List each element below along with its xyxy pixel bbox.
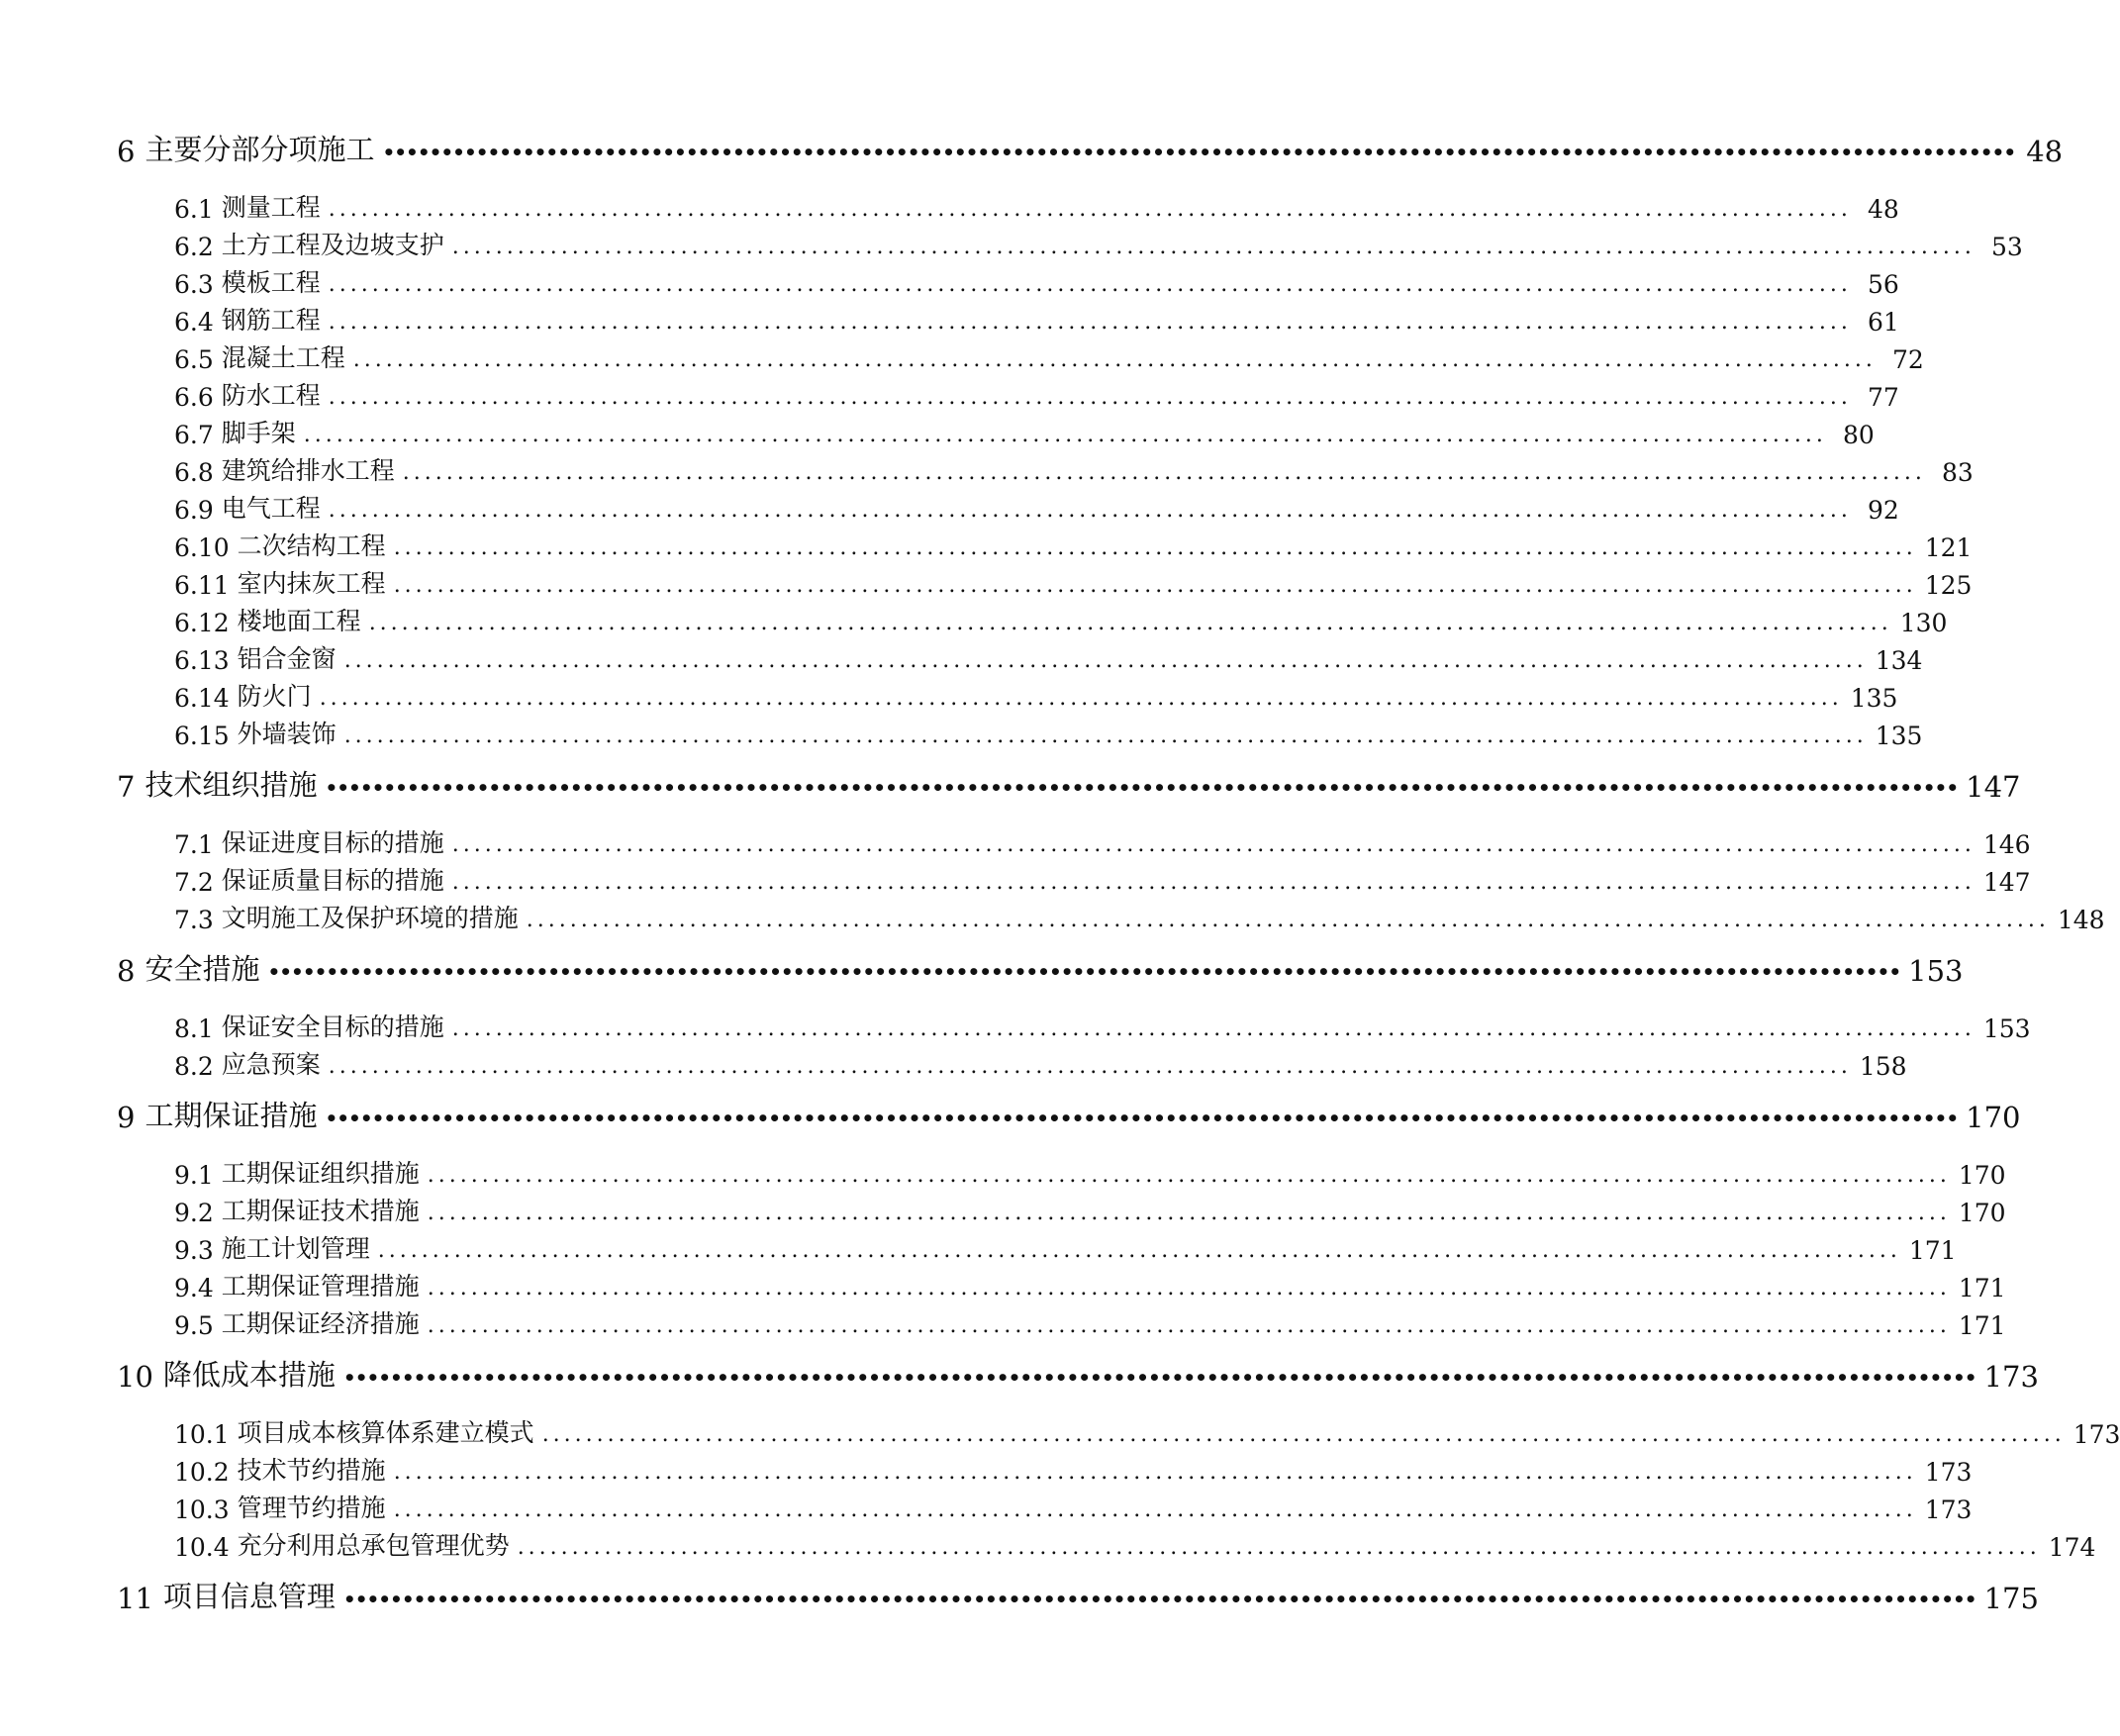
toc-entry-number: 6.1 [174,195,214,224]
toc-entry-title: 混凝土工程 [221,343,345,372]
toc-dot-leader: •••••••••••••••••••••••••••••••••••••••••••••••••••••••••••••••••••••••••••••••••••••••••••••••••••••••••••••••••••••••••••••••••••••••••••• [267,960,1901,984]
toc-page-number: 72 [1892,345,1924,374]
toc-entry-title: 工期保证措施 [145,1099,318,1132]
toc-entry-title: 模板工程 [221,268,321,297]
toc-page-number: 92 [1868,496,1899,525]
toc-section-entry[interactable] [174,530,1973,562]
toc-dot-leader: ............................................................................................................................................ [402,460,1926,485]
toc-entry-number: 10 [117,1360,153,1394]
toc-page-number: 121 [1924,533,1973,562]
toc-dot-leader: ............................................................................................................................................ [427,1276,1951,1301]
toc-page-number: 170 [1966,1101,2021,1134]
toc-entry-title: 外墙装饰 [237,720,337,748]
toc-entry-title: 保证进度目标的措施 [221,828,444,857]
toc-entry-title: 土方工程及边坡支护 [221,231,444,259]
toc-entry-title: 主要分部分项施工 [145,133,375,166]
toc-section-entry[interactable] [174,192,1899,224]
toc-page-number: 173 [1983,1360,2039,1394]
toc-entry-number: 10.1 [174,1420,230,1449]
toc-entry-number: 10.3 [174,1495,230,1524]
toc-page-number: 173 [2072,1420,2120,1449]
toc-section-entry[interactable] [174,380,1899,412]
toc-entry-number: 6.11 [174,571,230,600]
toc-section-entry[interactable] [174,1012,2031,1043]
toc-dot-leader: ............................................................................................................................................ [377,1238,1901,1263]
toc-dot-leader: ............................................................................................................................................ [328,1054,1852,1079]
toc-entry-title: 充分利用总承包管理优势 [237,1531,510,1560]
toc-dot-leader: ............................................................................................................................................ [328,385,1852,410]
toc-dot-leader: ............................................................................................................................................ [541,1422,2066,1447]
toc-entry-title: 测量工程 [221,193,321,222]
toc-dot-leader: ............................................................................................................................................ [451,235,1975,259]
toc-dot-leader: •••••••••••••••••••••••••••••••••••••••••••••••••••••••••••••••••••••••••••••••••••••••••••••••••••••••••••••••••••••••••••••••••••••••••••• [342,1588,1976,1611]
toc-entry-number: 6.3 [174,270,214,299]
toc-chapter-entry[interactable] [117,1099,2021,1134]
toc-dot-leader: ............................................................................................................................................ [451,870,1975,895]
toc-dot-leader: ............................................................................................................................................ [427,1201,1951,1225]
toc-entry-number: 6.4 [174,308,214,337]
toc-dot-leader: ............................................................................................................................................ [328,498,1852,523]
toc-chapter-entry[interactable] [117,1580,2039,1615]
toc-entry-number: 7.2 [174,868,214,897]
toc-dot-leader: •••••••••••••••••••••••••••••••••••••••••••••••••••••••••••••••••••••••••••••••••••••••••••••••••••••••••••••••••••••••••••••••••••••••••••• [382,141,2016,164]
toc-page-number: 148 [2057,906,2105,934]
toc-entry-title: 技术节约措施 [237,1456,386,1485]
toc-section-entry[interactable] [174,1530,2096,1562]
toc-dot-leader: •••••••••••••••••••••••••••••••••••••••••••••••••••••••••••••••••••••••••••••••••••••••••••••••••••••••••••••••••••••••••••••••••••••••••••• [325,776,1959,800]
toc-dot-leader: ............................................................................................................................................ [343,723,1868,748]
toc-page-number: 125 [1924,571,1973,600]
toc-dot-leader: ............................................................................................................................................ [328,197,1852,222]
toc-entry-title: 施工计划管理 [221,1234,370,1263]
toc-entry-number: 9.1 [174,1161,214,1190]
toc-page-number: 53 [1991,233,2023,261]
toc-entry-title: 保证安全目标的措施 [221,1013,444,1041]
toc-entry-title: 安全措施 [145,952,260,986]
toc-entry-title: 保证质量目标的措施 [221,866,444,895]
toc-entry-title: 工期保证技术措施 [221,1197,420,1225]
toc-page-number: 135 [1875,722,1923,750]
toc-section-entry[interactable] [174,1158,2006,1190]
toc-page-number: 158 [1859,1052,1907,1081]
toc-entry-number: 10.4 [174,1533,230,1562]
toc-entry-title: 室内抹灰工程 [237,569,386,598]
toc-entry-number: 6.8 [174,458,214,487]
toc-section-entry[interactable] [174,1493,1973,1524]
toc-section-entry[interactable] [174,493,1899,525]
toc-entry-number: 6.13 [174,646,230,675]
toc-entry-title: 楼地面工程 [237,607,361,635]
toc-page-number: 170 [1958,1161,2006,1190]
toc-page-number: 77 [1868,383,1899,412]
toc-page-number: 134 [1875,646,1923,675]
toc-section-entry[interactable] [174,342,1924,374]
toc-entry-title: 应急预案 [221,1050,321,1079]
toc-entry-title: 防火门 [237,682,312,711]
toc-dot-leader: ............................................................................................................................................ [352,347,1877,372]
toc-dot-leader: ............................................................................................................................................ [393,1497,1917,1522]
toc-page-number: 153 [1982,1014,2031,1043]
toc-page-number: 56 [1868,270,1899,299]
toc-page-number: 153 [1908,954,1964,988]
toc-entry-title: 钢筋工程 [221,306,321,335]
toc-entry-number: 6.15 [174,722,230,750]
toc-page-number: 48 [1868,195,1899,224]
toc-entry-number: 8.2 [174,1052,214,1081]
toc-entry-title: 项目成本核算体系建立模式 [237,1418,534,1447]
toc-dot-leader: ............................................................................................................................................ [517,1535,2041,1560]
toc-entry-number: 7.1 [174,830,214,859]
toc-dot-leader: ............................................................................................................................................ [451,832,1975,857]
toc-page-number: 170 [1958,1199,2006,1227]
toc-page-number: 48 [2026,135,2064,168]
toc-section-entry[interactable] [174,827,2031,859]
toc-entry-number: 9.4 [174,1274,214,1302]
toc-entry-number: 6.5 [174,345,214,374]
toc-section-entry[interactable] [174,1049,1907,1081]
toc-entry-number: 6.10 [174,533,230,562]
toc-chapter-entry[interactable] [117,952,1964,988]
toc-dot-leader: •••••••••••••••••••••••••••••••••••••••••••••••••••••••••••••••••••••••••••••••••••••••••••••••••••••••••••••••••••••••••••••••••••••••••••• [342,1366,1976,1390]
toc-page-number: 173 [1924,1495,1973,1524]
toc-entry-number: 9.2 [174,1199,214,1227]
toc-page-number: 173 [1924,1458,1973,1487]
toc-section-entry[interactable] [174,418,1875,449]
toc-page-number: 146 [1982,830,2031,859]
toc-page-number: 171 [1958,1274,2006,1302]
toc-chapter-entry[interactable] [117,1358,2039,1394]
toc-page-number: 171 [1958,1311,2006,1340]
toc-section-entry[interactable] [174,267,1899,299]
toc-entry-title: 工期保证管理措施 [221,1272,420,1301]
toc-page-number: 175 [1983,1582,2039,1615]
toc-dot-leader: •••••••••••••••••••••••••••••••••••••••••••••••••••••••••••••••••••••••••••••••••••••••••••••••••••••••••••••••••••••••••••••••••••••••••••• [325,1107,1959,1130]
toc-section-entry[interactable] [174,606,1948,637]
toc-page-number: 80 [1843,421,1875,449]
toc-page-number: 130 [1899,609,1948,637]
toc-section-entry[interactable] [174,1271,2006,1302]
toc-dot-leader: ............................................................................................................................................ [343,648,1868,673]
toc-section-entry[interactable] [174,719,1923,750]
toc-page-number: 147 [1982,868,2031,897]
toc-entry-number: 9 [117,1101,136,1134]
toc-entry-title: 脚手架 [221,419,296,447]
toc-section-entry[interactable] [174,681,1898,713]
toc-chapter-entry[interactable] [117,133,2064,168]
toc-entry-title: 工期保证组织措施 [221,1159,420,1188]
toc-section-entry[interactable] [174,1233,1957,1265]
toc-dot-leader: ............................................................................................................................................ [319,686,1843,711]
toc-entry-title: 铝合金窗 [237,644,337,673]
toc-section-entry[interactable] [174,1455,1973,1487]
toc-entry-title: 建筑给排水工程 [221,456,395,485]
toc-entry-title: 二次结构工程 [237,531,386,560]
toc-entry-number: 9.3 [174,1236,214,1265]
toc-entry-number: 7.3 [174,906,214,934]
toc-entry-title: 降低成本措施 [162,1358,336,1392]
toc-section-entry[interactable] [174,1417,2120,1449]
toc-page-number: 61 [1868,308,1899,337]
toc-page-number: 171 [1908,1236,1957,1265]
toc-entry-number: 6 [117,135,136,168]
toc-entry-number: 11 [117,1582,153,1615]
toc-dot-leader: ............................................................................................................................................ [303,423,1827,447]
toc-entry-number: 8 [117,954,136,988]
toc-chapter-entry[interactable] [117,768,2021,804]
toc-page-number: 147 [1966,770,2021,804]
toc-entry-title: 管理节约措施 [237,1494,386,1522]
toc-section-entry[interactable] [174,455,1974,487]
toc-section-entry[interactable] [174,230,2023,261]
toc-section-entry[interactable] [174,305,1899,337]
toc-dot-leader: ............................................................................................................................................ [427,1313,1951,1338]
toc-dot-leader: ............................................................................................................................................ [368,611,1892,635]
toc-section-entry[interactable] [174,1308,2006,1340]
toc-page-number: 83 [1942,458,1974,487]
toc-page-number: 135 [1850,684,1898,713]
toc-entry-title: 防水工程 [221,381,321,410]
toc-dot-leader: ............................................................................................................................................ [393,535,1917,560]
toc-section-entry[interactable] [174,903,2105,934]
toc-entry-number: 8.1 [174,1014,214,1043]
toc-section-entry[interactable] [174,568,1973,600]
toc-entry-number: 10.2 [174,1458,230,1487]
toc-page-number: 174 [2048,1533,2096,1562]
toc-dot-leader: ............................................................................................................................................ [393,573,1917,598]
toc-entry-number: 7 [117,770,136,804]
toc-section-entry[interactable] [174,865,2031,897]
toc-section-entry[interactable] [174,1196,2006,1227]
toc-dot-leader: ............................................................................................................................................ [451,1016,1975,1041]
toc-section-entry[interactable] [174,643,1923,675]
toc-dot-leader: ............................................................................................................................................ [526,908,2050,932]
toc-entry-number: 6.7 [174,421,214,449]
toc-dot-leader: ............................................................................................................................................ [393,1460,1917,1485]
toc-entry-title: 技术组织措施 [145,768,318,802]
toc-entry-number: 6.9 [174,496,214,525]
toc-entry-number: 6.12 [174,609,230,637]
toc-dot-leader: ............................................................................................................................................ [427,1163,1951,1188]
toc-entry-title: 项目信息管理 [162,1580,336,1613]
toc-entry-number: 9.5 [174,1311,214,1340]
toc-entry-number: 6.2 [174,233,214,261]
toc-dot-leader: ............................................................................................................................................ [328,310,1852,335]
toc-dot-leader: ............................................................................................................................................ [328,272,1852,297]
toc-entry-number: 6.14 [174,684,230,713]
toc-entry-title: 工期保证经济措施 [221,1309,420,1338]
toc-entry-title: 电气工程 [221,494,321,523]
toc-entry-title: 文明施工及保护环境的措施 [221,904,519,932]
toc-entry-number: 6.6 [174,383,214,412]
